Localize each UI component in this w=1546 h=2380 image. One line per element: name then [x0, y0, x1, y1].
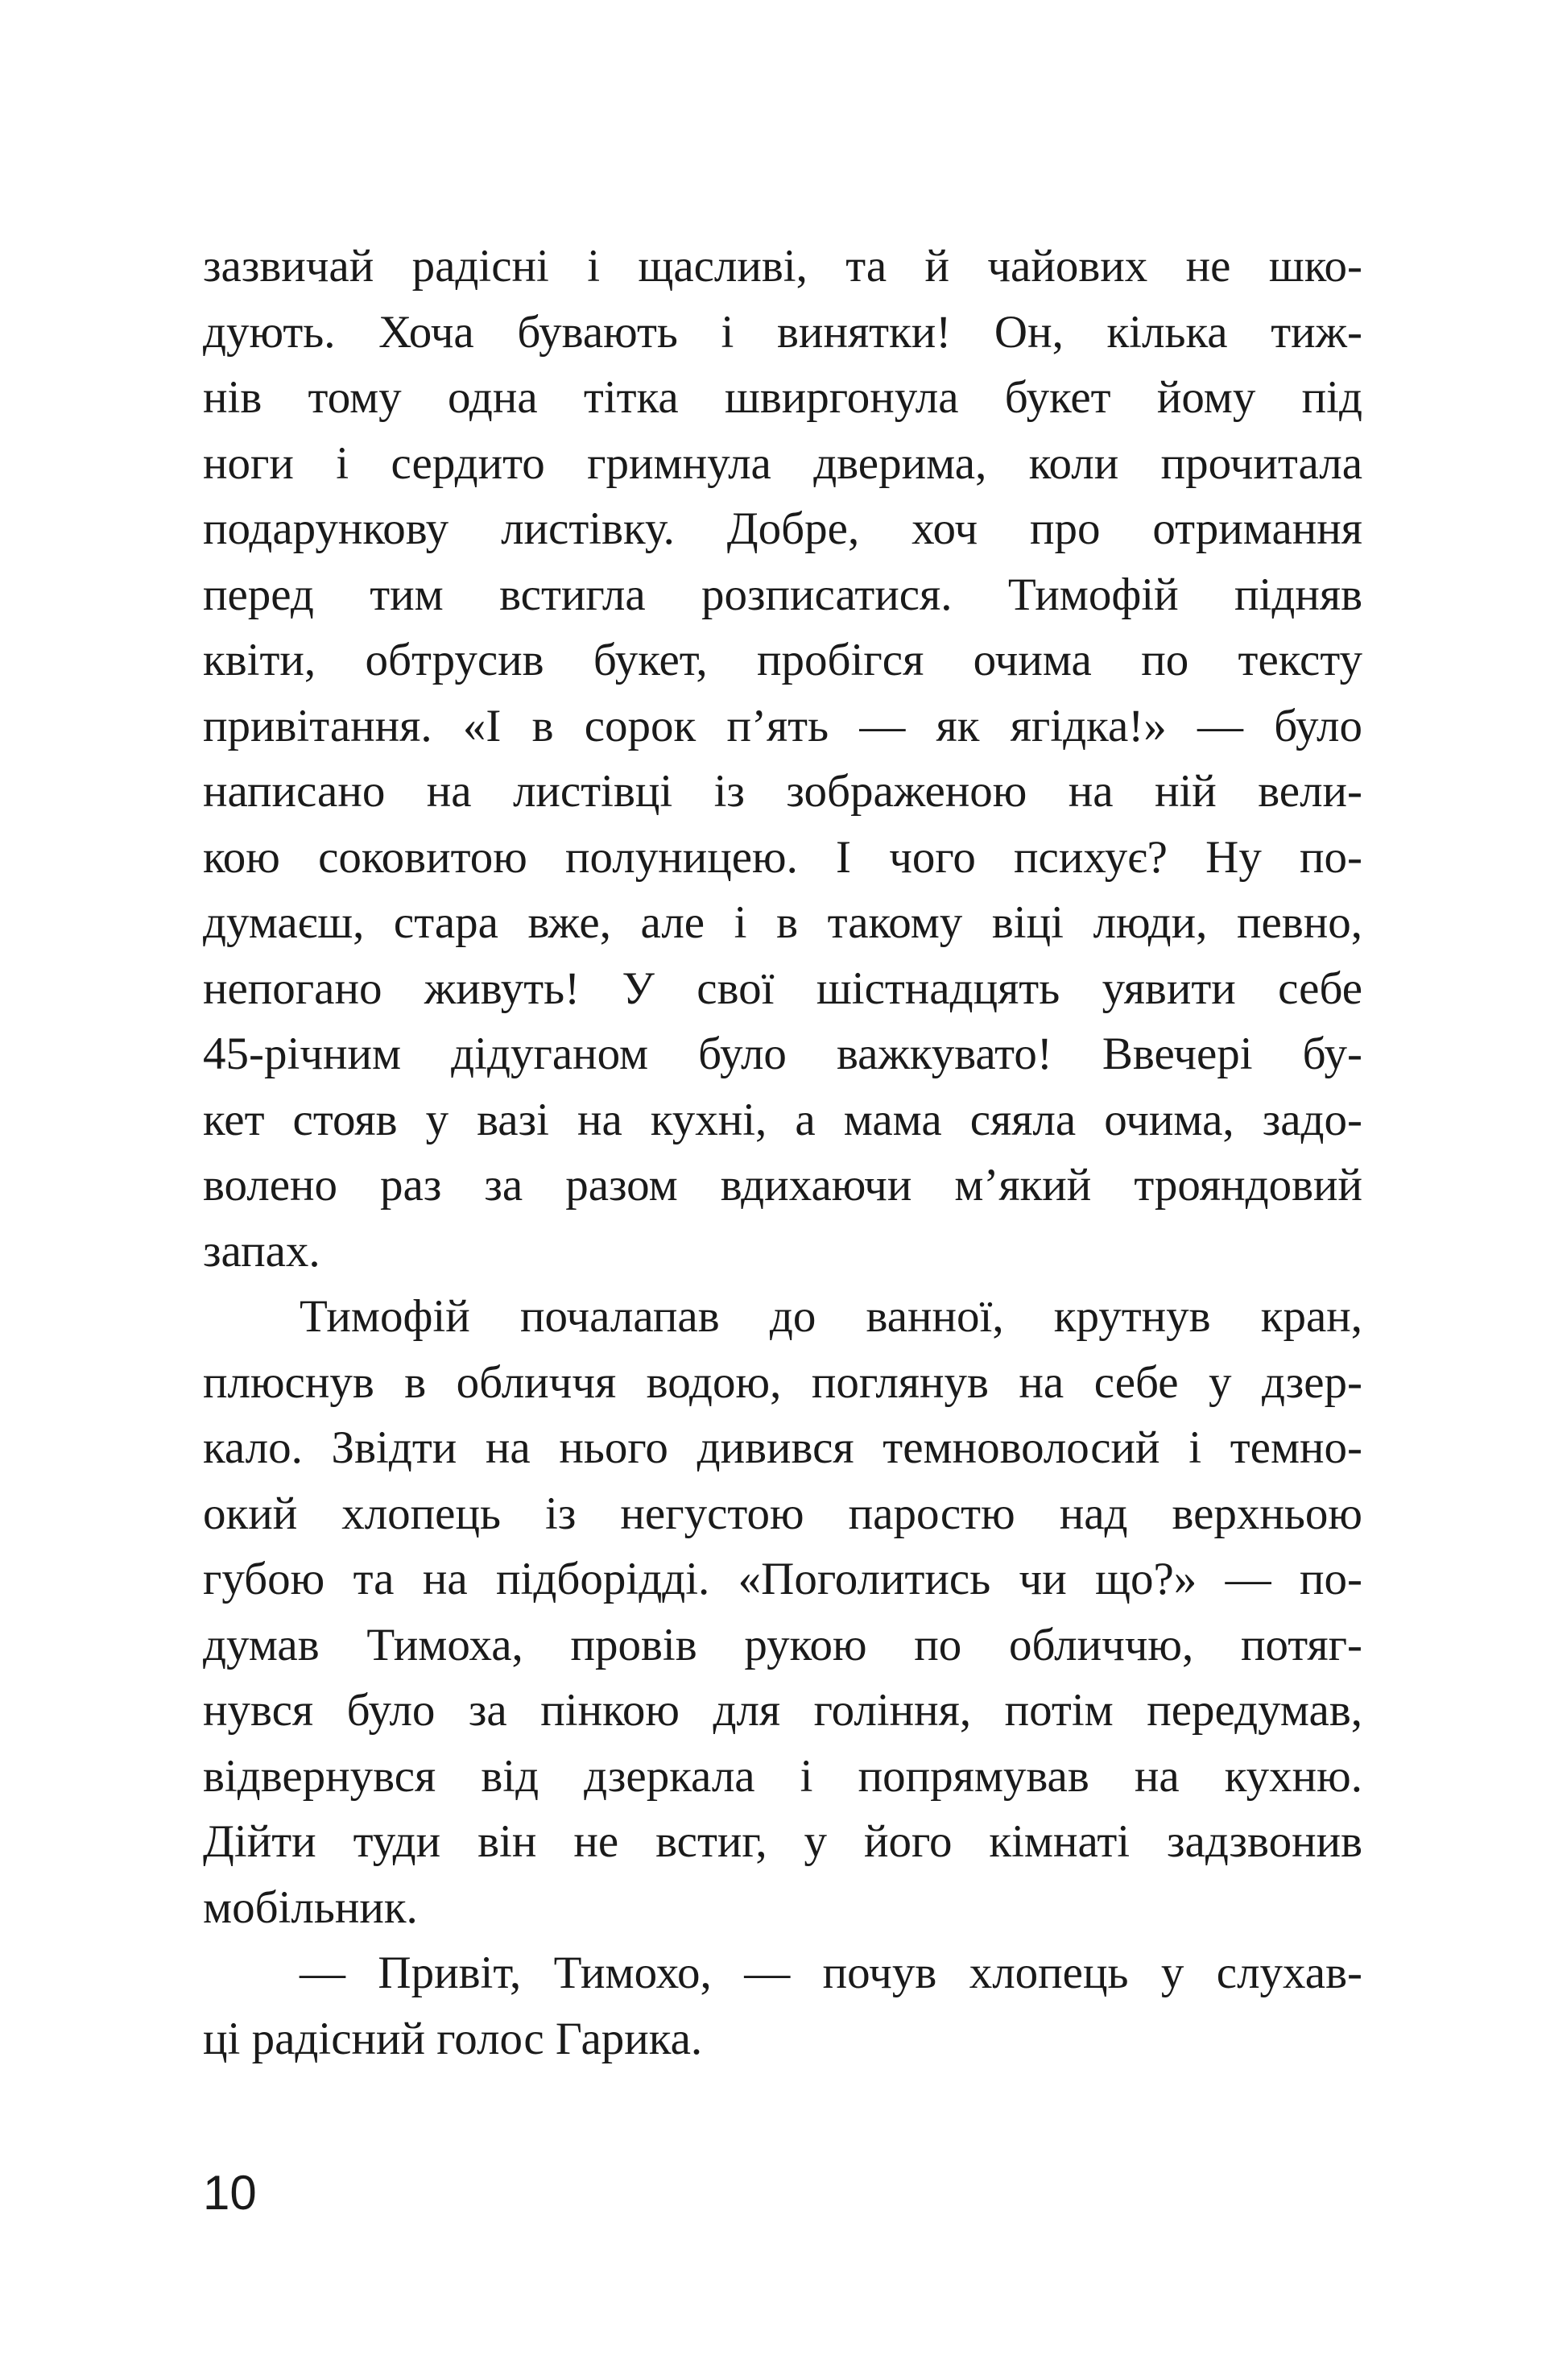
- text-line: ці радісний голос Гарика.: [203, 2013, 703, 2064]
- text-line: відвернувся від дзеркала і попрямував на кухню.: [203, 1750, 1362, 1802]
- text-line: мобільник.: [203, 1881, 418, 1933]
- text-line: зазвичай радісні і щасливі, та й чайових не шко-: [203, 241, 1362, 292]
- text-line: плюснув в обличчя водою, поглянув на себе у дзер-: [203, 1356, 1362, 1408]
- text-line: непогано живуть! У свої шістнадцять уявити себе: [203, 962, 1362, 1014]
- text-line: кало. Звідти на нього дивився темноволосий і темно-: [203, 1422, 1362, 1473]
- text-line: кою соковитою полуницею. І чого психує? Ну по-: [203, 831, 1362, 883]
- text-line: привітання. «І в сорок п’ять — як ягідка!» — було: [203, 700, 1362, 751]
- text-line: Дійти туди він не встиг, у його кімнаті задзвонив: [203, 1816, 1362, 1867]
- text-line: перед тим встигла розписатися. Тимофій підняв: [203, 569, 1362, 620]
- text-line: кет стояв у вазі на кухні, а мама сяяла очима, задо-: [203, 1094, 1362, 1145]
- body-text: [203, 234, 1362, 2072]
- text-line: — Привіт, Тимохо, — почув хлопець у слухав-: [300, 1947, 1362, 1998]
- text-line: Тимофій почалапав до ванної, крутнув кран,: [300, 1291, 1362, 1342]
- text-line: квіти, обтрусив букет, пробігся очима по тексту: [203, 635, 1362, 685]
- text-line: ноги і сердито гримнула дверима, коли прочитала: [203, 437, 1362, 489]
- text-line: написано на листівці із зображеною на ній вели-: [203, 766, 1362, 817]
- page-number: 10: [203, 2166, 257, 2220]
- text-line: думав Тимоха, провів рукою по обличчю, потяг-: [203, 1619, 1362, 1670]
- text-line: окий хлопець із негустою паростю над верхньою: [203, 1488, 1362, 1539]
- text-line: нувся було за пінкою для гоління, потім передумав,: [203, 1685, 1362, 1736]
- text-line: губою та на підборідді. «Поголитись чи що?» — по-: [203, 1554, 1362, 1604]
- text-line: подарункову листівку. Добре, хоч про отримання: [203, 503, 1362, 554]
- text-line: 45-річним дідуганом було важкувато! Ввечері бу-: [203, 1029, 1362, 1079]
- text-line: волено раз за разом вдихаючи м’який трояндовий: [203, 1160, 1362, 1211]
- paragraph: [203, 234, 1362, 1284]
- text-line: запах.: [203, 1225, 320, 1277]
- paragraph: [203, 1284, 1362, 1940]
- paragraph: [203, 1940, 1362, 2072]
- text-line: дують. Хоча бувають і винятки! Он, кілька тиж-: [203, 306, 1362, 358]
- text-line: думаєш, стара вже, але і в такому віці люди, певно,: [203, 897, 1362, 948]
- text-line: нів тому одна тітка швиргонула букет йому під: [203, 372, 1362, 423]
